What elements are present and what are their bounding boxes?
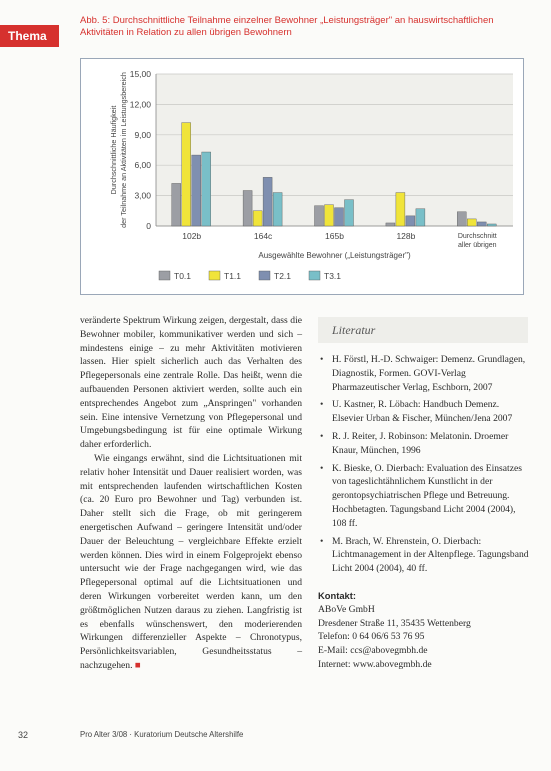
bar (406, 216, 415, 226)
x-tick-label: 128b (396, 231, 416, 241)
bar (263, 177, 272, 226)
bar (396, 193, 405, 226)
legend-swatch (309, 271, 320, 280)
bar (202, 152, 211, 226)
x-tick-label: 102b (182, 231, 202, 241)
bar (457, 212, 466, 226)
figure-caption: Abb. 5: Durchschnittliche Teilnahme einzelner Bewohner „Leistungsträger" an hauswirtschaftlichen Aktivitäten in Relation zu allen übrigen Bewohnern (80, 15, 494, 38)
x-tick-label: aller übrigen (458, 242, 497, 249)
contact-block (318, 589, 530, 672)
body-column (80, 314, 302, 673)
bar (467, 219, 476, 226)
y-tick-label: 3,00 (134, 190, 151, 201)
y-tick-label: 15,00 (129, 69, 151, 79)
bar (477, 222, 486, 226)
bar (253, 211, 262, 226)
literature-item: • M. Brach, W. Ehrenstein, O. Dierbach: Lichtmanagement in der Altenpflege. Tagungsband Licht 2004 (2004), 40 ff. (318, 535, 530, 576)
end-mark: ■ (134, 659, 141, 671)
contact-phone: Telefon: 0 64 06/6 53 76 95 (318, 631, 425, 643)
legend-swatch (259, 271, 270, 280)
body-paragraph-2-text: Wie eingangs erwähnt, sind die Lichtsituationen mit relativ hoher Intensität und Dauer realisiert worden, was mit entsprechenden laufenden wirtschaftlichen Kosten (ca. 20 Euro pro Bewohner und Tag) verbunden ist. Daher stellt sich die Frage, ob mit geringerem energetischen Aufwand – geringere Intensität und/oder Dauer der Beleuchtung – vergleichbare Effekte erzielt werden können. Dies wird in einem Folgeprojekt ebenso untersucht wie der Frage nachgegangen wird, wie das Pflegepersonal optimal auf die Lichtsituationen und deren Wirkungen vorbereitet werden kann, um den größtmöglichen Nutzen daraus zu ziehen. Langfristig ist es ebenfalls wünschenswert, den moderierenden Wirkungen differenzieller Aspekte – Chronotypus, Persönlichkeitsvariablen, Gesundheitsstatus – nachzugehen. (80, 452, 302, 671)
legend-swatch (209, 271, 220, 280)
bar (487, 224, 496, 226)
legend-label: T0.1 (174, 271, 192, 281)
literature-title: Literatur (332, 323, 376, 337)
bar (386, 223, 395, 226)
legend-swatch (159, 271, 170, 280)
bar (192, 155, 201, 226)
y-axis-label: der Teilnahme an Aktivitäten im Leistungsbereich (119, 72, 128, 228)
y-tick-label: 12,00 (129, 99, 151, 110)
chart (80, 58, 524, 295)
contact-address: Dresdener Straße 11, 35435 Wettenberg (318, 617, 471, 629)
literature-header (318, 317, 528, 343)
x-tick-label: 165b (325, 231, 344, 241)
legend-label: T1.1 (224, 271, 242, 281)
bar (416, 209, 425, 226)
contact-company: ABoVe GmbH (318, 603, 375, 615)
literature-item: • H. Förstl, H.-D. Schwaiger: Demenz. Grundlagen, Diagnostik, Formen. GOVI-Verlag Pharmazeutischer Verlag, Eschborn, 2007 (318, 353, 530, 394)
bar (335, 208, 344, 226)
x-axis-label: Ausgewählte Bewohner („Leistungsträger") (258, 251, 411, 260)
literature-list (318, 353, 530, 580)
literature-item: • U. Kastner, R. Löbach: Handbuch Demenz. Elsevier Urban & Fischer, München/Jena 2007 (318, 398, 530, 426)
bar (273, 193, 282, 226)
y-tick-label: 6,00 (134, 160, 151, 171)
bar (325, 205, 334, 226)
contact-website[interactable]: Internet: www.abovegmbh.de (318, 658, 432, 670)
body-paragraph-2 (80, 452, 302, 673)
legend-label: T3.1 (324, 271, 342, 281)
bar (315, 206, 324, 226)
literature-item: • K. Bieske, O. Dierbach: Evaluation des Einsatzes von tageslichtähnlichem Kunstlicht in der gerontopsychiatrischen Pflege und Betreuung. Hochbetagten. Tagungsband Licht 2004 (2004), 108 ff. (318, 462, 530, 531)
bar (243, 191, 252, 226)
bar (182, 123, 191, 226)
contact-title: Kontakt: (318, 590, 357, 601)
y-tick-label: 9,00 (134, 129, 151, 140)
legend-label: T2.1 (274, 271, 292, 281)
x-tick-label: Durchschnitt (457, 233, 497, 240)
contact-email[interactable]: E-Mail: ccs@abovegmbh.de (318, 645, 428, 657)
y-axis-label: Durchschnittliche Häufigkeit (109, 105, 118, 195)
bar-chart-svg (81, 59, 523, 294)
y-tick-label: 0 (146, 221, 151, 231)
body-paragraph-1: veränderte Spektrum Wirkung zeigen, dergestalt, dass die Bewohner mobiler, kommunikativer werden und sich – mindestens einige – zu mehr Aktivitäten motivieren lassen. Hier spielt sicherlich auch das Verhalten des Pflegepersonals eine zentrale Rolle. Das heißt, wenn die aufbauenden Personen aktiviert werden, sollte auch ein entsprechendes Angebot zum „Anspringen" vorhanden sein. Eine intensive Vernetzung von Pflegepersonal und Umgebungsbedingung ist für eine optimale Wirkung daher erforderlich. (80, 315, 302, 451)
bar (172, 183, 181, 226)
page-number: 32 (18, 730, 29, 740)
footer-text: Pro Alter 3/08 · Kuratorium Deutsche Altershilfe (80, 730, 244, 739)
x-tick-label: 164c (253, 231, 273, 241)
bar (345, 200, 354, 226)
literature-item: • R. J. Reiter, J. Robinson: Melatonin. Droemer Knaur, München, 1996 (318, 430, 530, 458)
section-label: Thema (0, 25, 59, 47)
